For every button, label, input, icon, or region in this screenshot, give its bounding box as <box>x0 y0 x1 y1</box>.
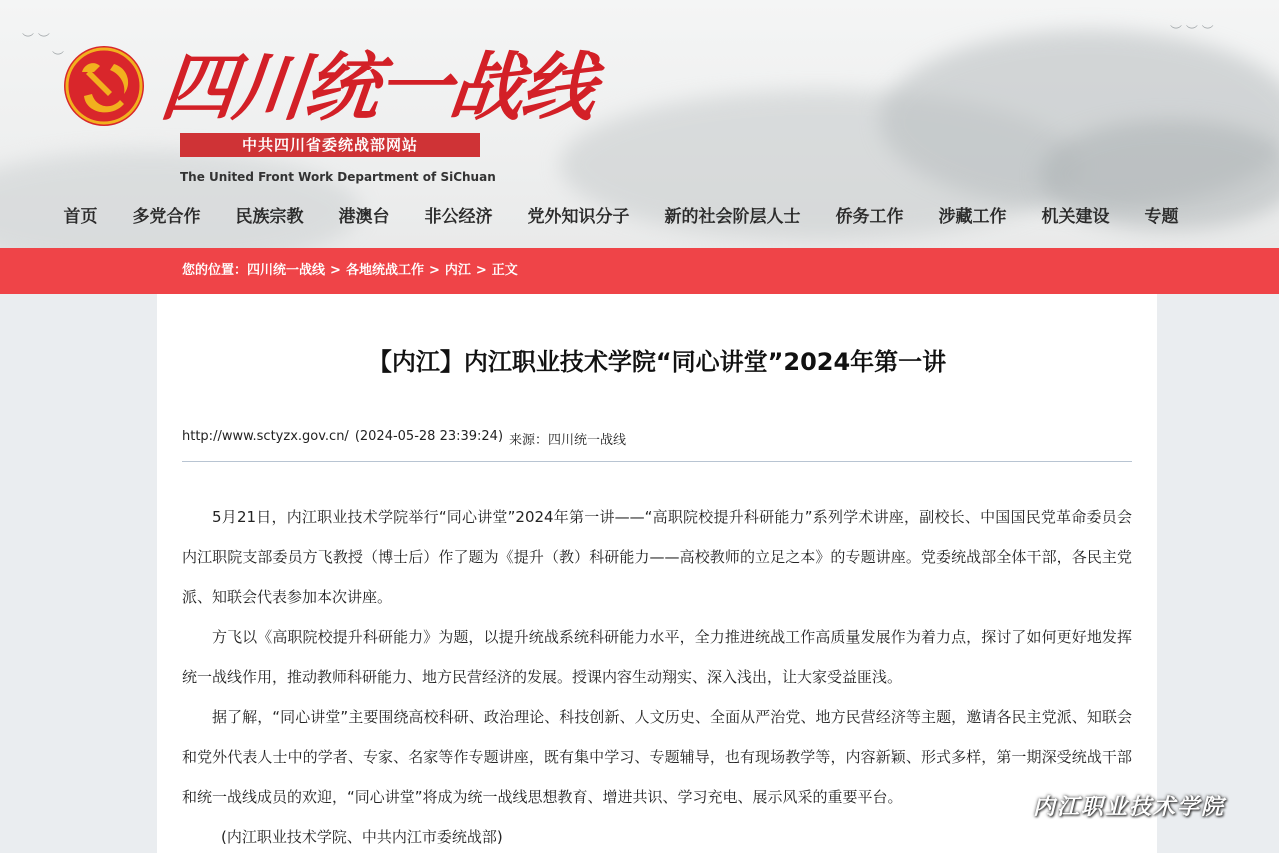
article-paragraph: 方飞以《高职院校提升科研能力》为题，以提升统战系统科研能力水平，全力推进统战工作高质量发展作为着力点，探讨了如何更好地发挥统一战线作用，推动教师科研能力、地方民营经济的发展。授课内容生动翔实、深入浅出，让大家受益匪浅。 <box>182 628 1132 686</box>
nav-item-ethnic-religion[interactable]: 民族宗教 <box>235 207 304 227</box>
nav-item-multiparty[interactable]: 多党合作 <box>132 207 201 227</box>
breadcrumb-prefix: 您的位置： <box>182 263 248 278</box>
bird-decoration: ︶ ︶ <box>22 32 50 46</box>
nav-item-organ-building[interactable]: 机关建设 <box>1041 207 1110 227</box>
breadcrumb-link-neijiang[interactable]: 内江 <box>444 263 471 278</box>
article-paragraph: 5月21日，内江职业技术学院举行“同心讲堂”2024年第一讲——“高职院校提升科研能力”系列学术讲座，副校长、中国国民党革命委员会内江职院支部委员方飞教授（博士后）作了题为《提升（教）科研能力——高校教师的立足之本》的专题讲座。党委统战部全体干部，各民主党派、知联会代表参加本次讲座。 <box>182 508 1132 606</box>
site-logo-english: The United Front Work Department of SiChuan <box>180 170 496 184</box>
breadcrumb-separator: > <box>475 263 487 278</box>
site-logo-title[interactable]: 四川统一战线 <box>156 45 598 131</box>
article-panel <box>157 294 1157 853</box>
article-body <box>182 497 1132 853</box>
article-meta <box>182 429 626 448</box>
bird-decoration: ︶ <box>52 50 65 64</box>
article-source-line: (内江职业技术学院、中共内江市委统战部) <box>221 828 503 846</box>
breadcrumb <box>182 248 518 294</box>
nav-item-non-public-economy[interactable]: 非公经济 <box>424 207 493 227</box>
article-meta-time: (2024-05-28 23:39:24) <box>354 429 504 444</box>
breadcrumb-separator: > <box>428 263 440 278</box>
nav-item-intellectuals[interactable]: 党外知识分子 <box>527 207 630 227</box>
divider <box>182 461 1132 462</box>
main-nav <box>46 196 1246 238</box>
article-meta-source: 来源：四川统一战线 <box>509 433 627 448</box>
nav-item-overseas-chinese[interactable]: 侨务工作 <box>835 207 904 227</box>
nav-item-home[interactable]: 首页 <box>63 207 98 227</box>
nav-item-hk-macao-taiwan[interactable]: 港澳台 <box>338 207 390 227</box>
image-watermark: 内江职业技术学院 <box>1033 794 1226 820</box>
article-paragraph: 据了解，“同心讲堂”主要围绕高校科研、政治理论、科技创新、人文历史、全面从严治党、地方民营经济等主题，邀请各民主党派、知联会和党外代表人士中的学者、专家、名家等作专题讲座，既有集中学习、专题辅导，也有现场教学等，内容新颖、形式多样，第一期深受统战干部和统一战线成员的欢迎，“同心讲堂”将成为统一战线思想教育、增进共识、学习充电、展示风采的重要平台。 <box>182 708 1132 806</box>
breadcrumb-link-home[interactable]: 四川统一战线 <box>247 263 326 278</box>
breadcrumb-link-local-work[interactable]: 各地统战工作 <box>345 263 424 278</box>
site-header <box>0 0 1279 248</box>
bird-decoration: ︶ ︶ ︶ <box>1170 24 1214 38</box>
breadcrumb-current: 正文 <box>491 263 518 278</box>
site-logo-subtitle: 中共四川省委统战部网站 <box>180 133 480 157</box>
breadcrumb-bar <box>0 248 1279 294</box>
article-title: 【内江】内江职业技术学院“同心讲堂”2024年第一讲 <box>367 348 947 376</box>
article-meta-url[interactable]: http://www.sctyzx.gov.cn/ <box>182 429 349 444</box>
nav-item-special-topics[interactable]: 专题 <box>1144 207 1179 227</box>
breadcrumb-separator: > <box>330 263 341 278</box>
party-emblem-icon[interactable] <box>62 44 146 128</box>
nav-item-new-social-strata[interactable]: 新的社会阶层人士 <box>664 207 801 227</box>
nav-item-tibet-work[interactable]: 涉藏工作 <box>938 207 1007 227</box>
